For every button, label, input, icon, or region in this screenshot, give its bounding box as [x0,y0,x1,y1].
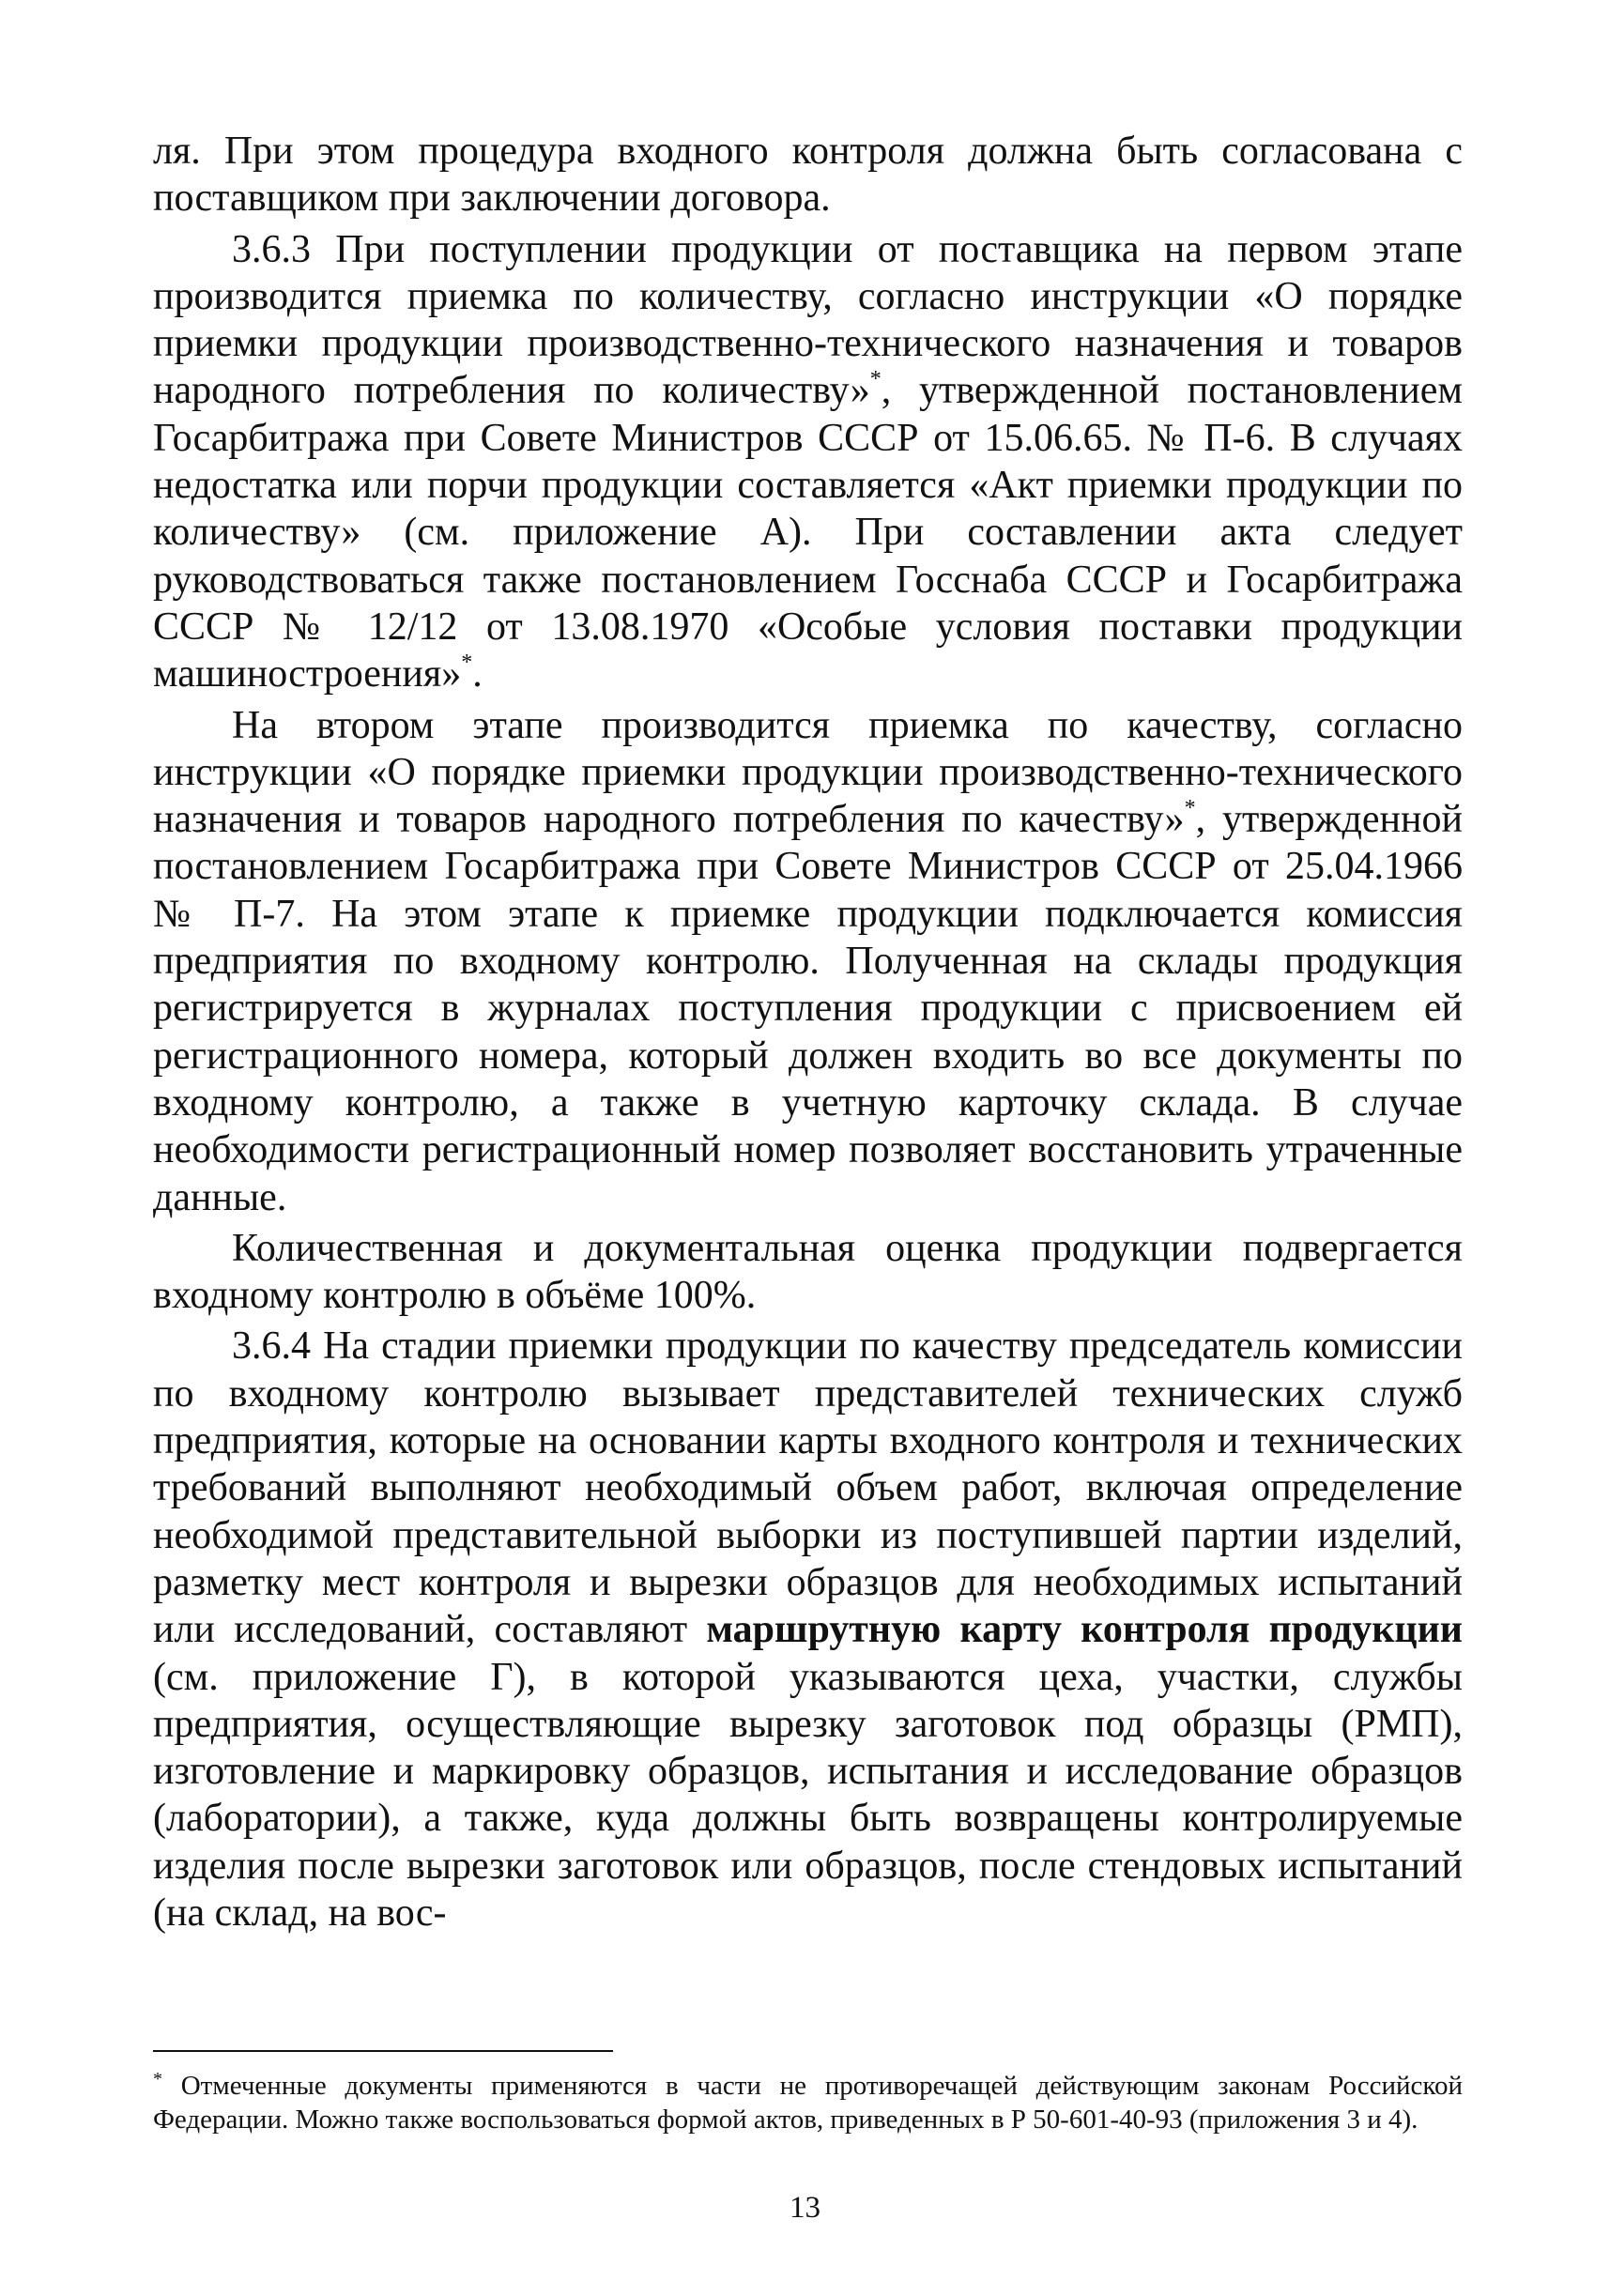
paragraph-text: Количественная и документальная оценка продукции подвергается входному контролю в объёме 100%. [153,1226,1463,1318]
footnote-divider [153,2050,613,2052]
paragraph-text: (см. приложение Г), в которой указываются цеха, участки, службы предприятия, осуществляющие вырезку заготовок под образцы (РМП), изготовление и маркировку образцов, испытания и исследование образцов (лаборатории), а также, куда должны быть возвращены контролируемые изделия после вырезки заготовок или образцов, после стендовых испытаний (на склад, на вос- [153,1655,1463,1935]
paragraph-text: 3.6.3 При поступлении продукции от поставщика на первом этапе производится приемка по количеству, согласно инструкции «О порядке приемки продукции производственно-технического назначения и товаров народного потребления по количеству» [153,227,1463,413]
footnote-text: Отмеченные документы применяются в части не противоречащей действующим законам Российской Федерации. Можно также воспользоваться формой актов, приведенных в Р 50-601-40-93 (приложения 3 и 4). [153,2071,1463,2135]
paragraph-continuation [153,128,1463,222]
footnote-reference: * [461,651,473,676]
paragraph-quantitative [153,1225,1463,1320]
bold-term: маршрутную карту контроля продукции [706,1608,1463,1652]
paragraph-second-stage [153,702,1463,1221]
footnote-reference: * [869,367,882,392]
paragraph-text: На втором этапе производится приемка по качеству, согласно инструкции «О порядке приемки продукции производственно-технического назначения и товаров народного потребления по качеству» [153,703,1463,842]
paragraph-3-6-4 [153,1323,1463,1936]
footnote-reference: * [1184,796,1196,821]
paragraph-3-6-3 [153,226,1463,698]
document-body [153,128,1463,1936]
page-number: 13 [790,2191,820,2225]
footnote-mark: * [153,2069,162,2089]
paragraph-text: ля. При этом процедура входного контроля должна быть согласована с поставщиком при заключении договора. [153,130,1463,221]
paragraph-text: , утвержденной постановлением Госарбитража при Совете Министров СССР от 25.04.1966 № П-7. На этом этапе к приемке продукции подключается комиссия предприятия по входному контролю. Полученная на склады продукция регистрируется в журналах поступления продукции с присвоением ей регистрационного номера, который должен входить во все документы по входному контролю, а также в учетную карточку склада. В случае необходимости регистрационный номер позволяет восстановить утраченные данные. [153,798,1463,1219]
paragraph-text: , утвержденной постановлением Госарбитража при Совете Министров СССР от 15.06.65. № П-6. В случаях недостатка или порчи продукции составляется «Акт приемки продукции по количеству» (см. приложение А). При составлении акта следует руководствоваться также постановлением Госснаба СССР и Госарбитража СССР № 12/12 от 13.08.1970 «Особые условия поставки продукции машиностроения» [153,369,1463,696]
paragraph-text: . [472,652,483,696]
footnote [153,2069,1463,2136]
paragraph-text: 3.6.4 На стадии приемки продукции по качеству председатель комиссии по входному контролю вызывает представителей технических служб предприятия, которые на основании карты входного контроля и технических требований выполняют необходимый объем работ, включая определение необходимой представительной выборки из поступившей партии изделий, разметку мест контроля и вырезки образцов для необходимых испытаний или исследований, составляют [153,1324,1463,1652]
